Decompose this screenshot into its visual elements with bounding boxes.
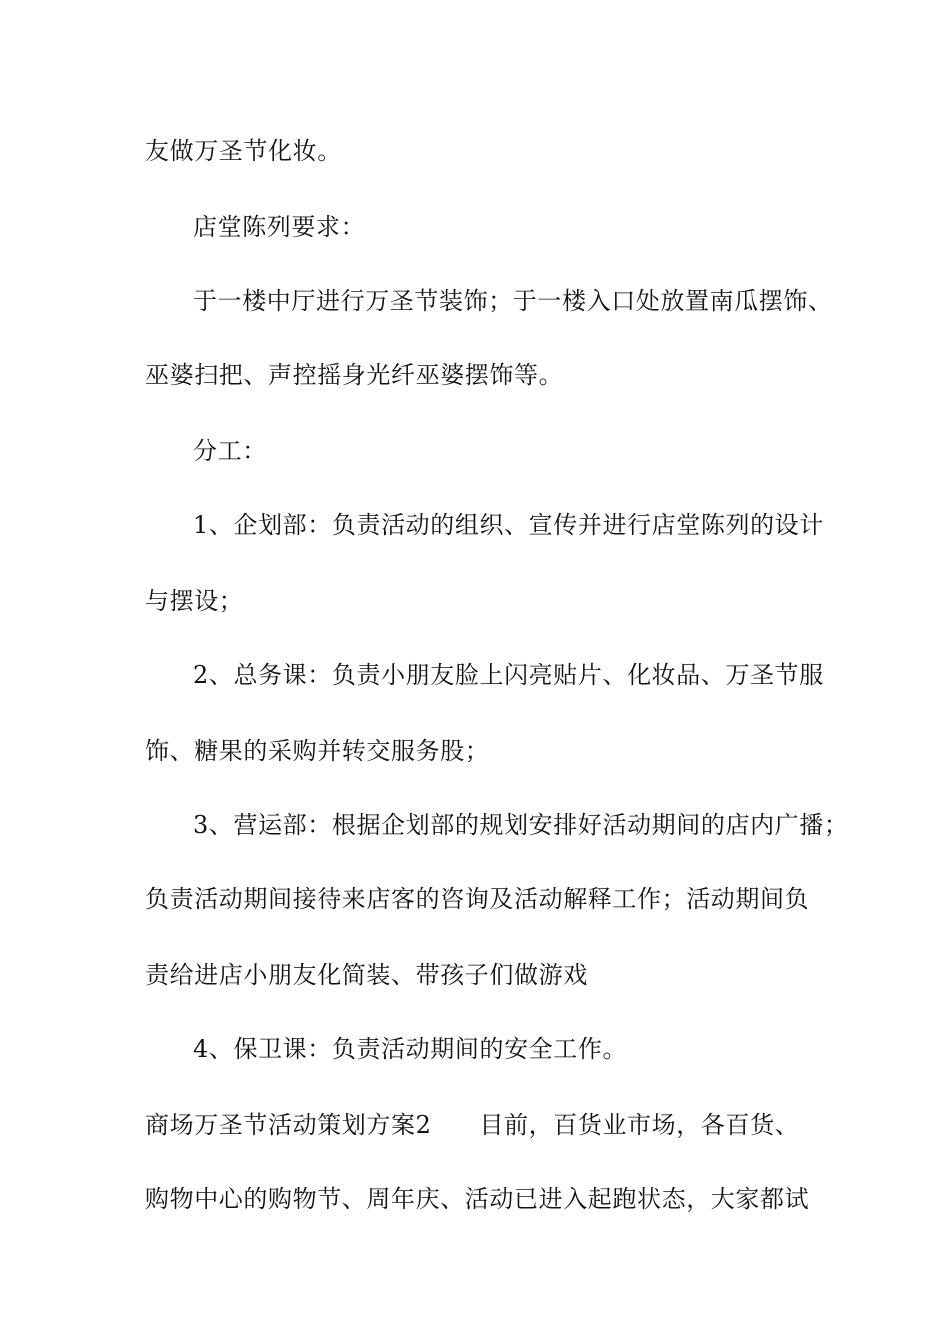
paragraph-line: 责给进店小朋友化简装、带孩子们做游戏 bbox=[145, 961, 588, 989]
section-title: 商场万圣节活动策划方案2 bbox=[145, 1111, 432, 1139]
paragraph-line: 购物中心的购物节、周年庆、活动已进入起跑状态，大家都试 bbox=[145, 1185, 810, 1213]
paragraph-line: 1、企划部：负责活动的组织、宣传并进行店堂陈列的设计 bbox=[193, 511, 824, 539]
paragraph-line: 2、总务课：负责小朋友脸上闪亮贴片、化妆品、万圣节服 bbox=[193, 661, 824, 689]
paragraph-line: 饰、糖果的采购并转交服务股； bbox=[145, 737, 490, 765]
paragraph-line: 巫婆扫把、声控摇身光纤巫婆摆饰等。 bbox=[145, 361, 564, 389]
paragraph-line: 4、保卫课：负责活动期间的安全工作。 bbox=[193, 1035, 628, 1063]
paragraph-line: 3、营运部：根据企划部的规划安排好活动期间的店内广播； bbox=[193, 811, 849, 839]
paragraph-line: 于一楼中厅进行万圣节装饰；于一楼入口处放置南瓜摆饰、 bbox=[193, 287, 833, 315]
paragraph-line: 分工： bbox=[193, 437, 267, 465]
paragraph-line: 店堂陈列要求： bbox=[193, 213, 366, 241]
paragraph-line: 与摆设； bbox=[145, 587, 244, 615]
section-intro-text: 目前，百货业市场，各百货、 bbox=[479, 1111, 800, 1139]
section-heading-line bbox=[145, 1105, 825, 1145]
paragraph-line: 负责活动期间接待来店客的咨询及活动解释工作；活动期间负 bbox=[145, 885, 810, 913]
paragraph-line: 友做万圣节化妆。 bbox=[145, 137, 342, 165]
